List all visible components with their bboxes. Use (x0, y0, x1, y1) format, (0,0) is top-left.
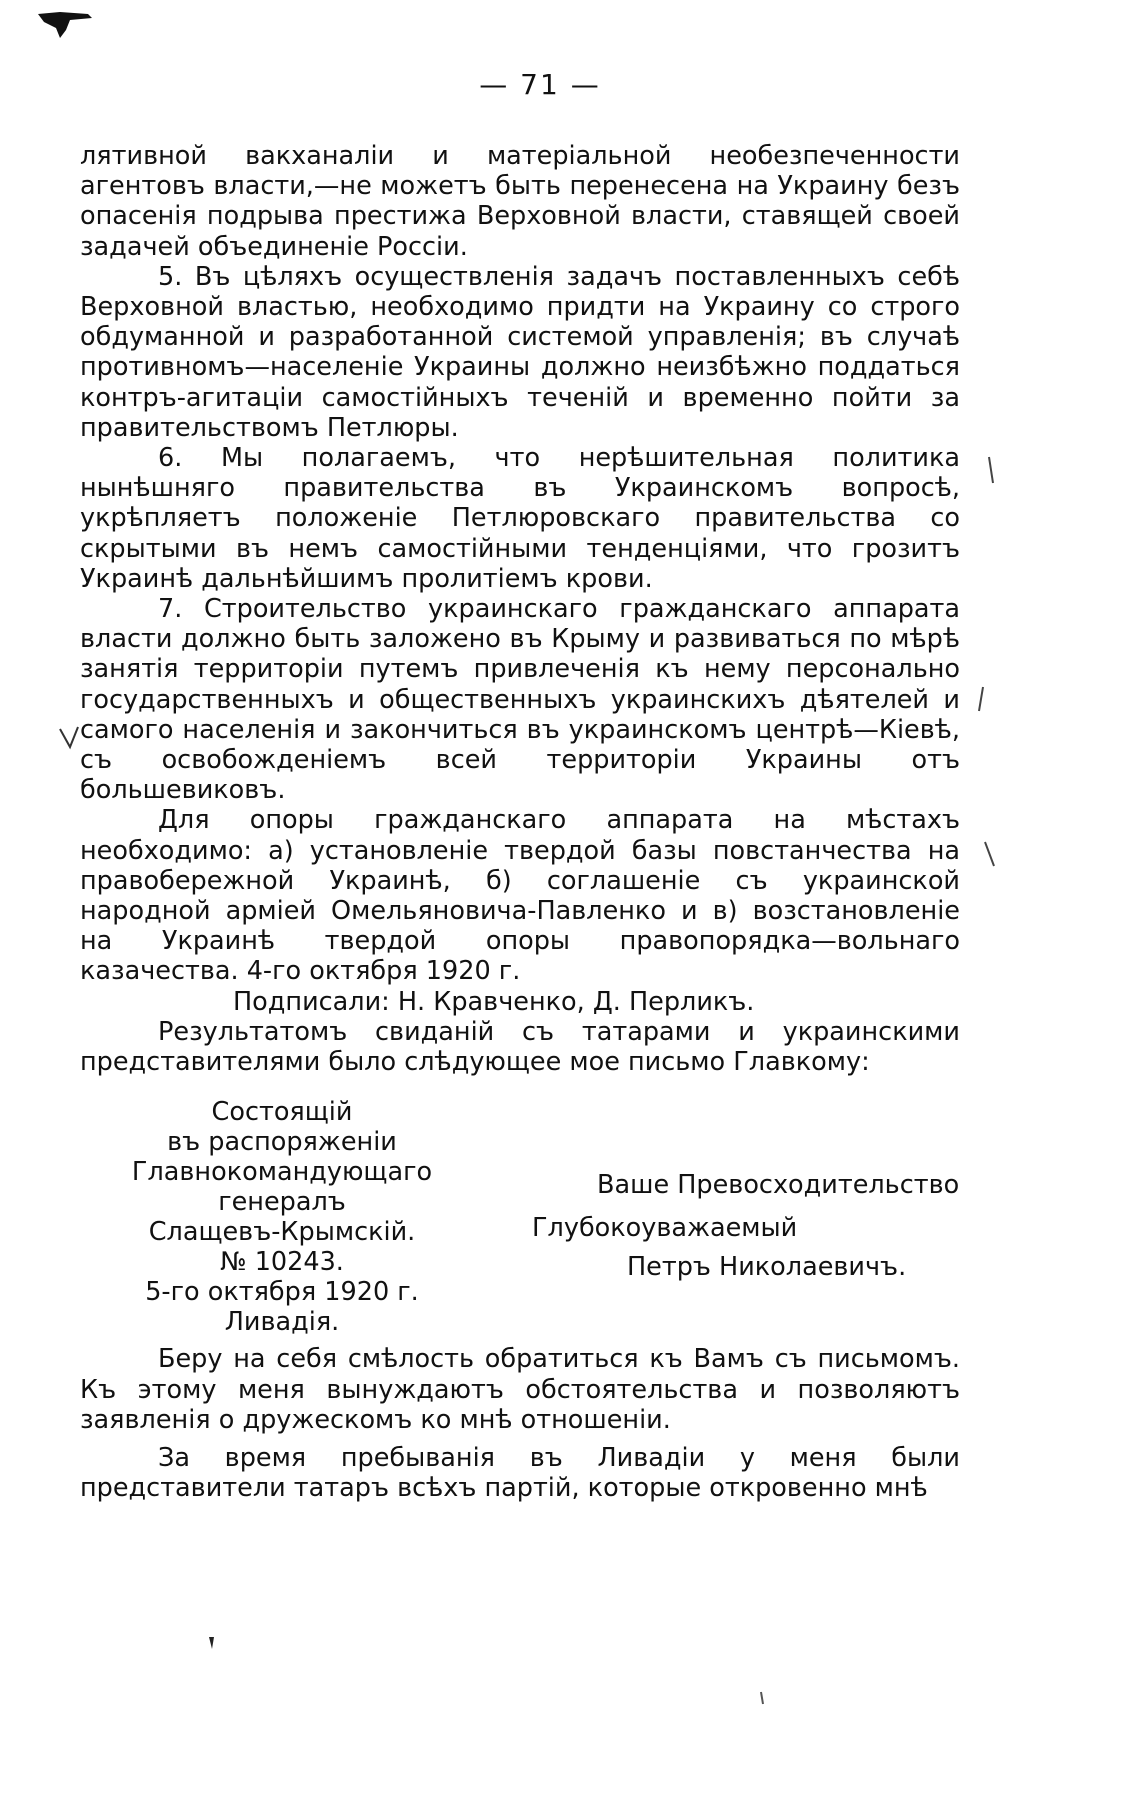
ink-dot-mark (758, 1690, 766, 1706)
margin-tick-mark (985, 455, 997, 485)
paragraph-support: Для опоры гражданскаго аппарата на мѣстахъ необходимо: а) установленіе твердой базы повстанчества на правобережной Украинѣ, б) соглашеніе съ украинской народной арміей Омельяновича-Павленко и в) возстановленіе на Украинѣ твердой опоры правопорядка—вольнаго казачества. 4-го октября 1920 г. (80, 805, 960, 987)
sender-line: 5-го октября 1920 г. (145, 1277, 419, 1307)
paragraph-result: Результатомъ свиданій съ татарами и украинскими представителями было слѣдующее мое письмо Главкому: (80, 1016, 960, 1078)
paragraph-point-5: 5. Въ цѣляхъ осуществленія задачъ поставленныхъ себѣ Верховной властью, необходимо придти на Украину со строго обдуманной и разработанной системой управленія; въ случаѣ противномъ—населеніе Украины должно неизбѣжно поддаться контръ-агитаціи самостійныхъ теченій и временно пойти за правительствомъ Петлюры. (80, 261, 960, 443)
sender-line: № 10243. (220, 1247, 344, 1277)
sender-line: въ распоряженіи (167, 1127, 397, 1157)
sender-line: Слащевъ-Крымскій. (148, 1217, 416, 1247)
signatories-line: Подписали: Н. Кравченко, Д. Перликъ. (233, 986, 755, 1017)
margin-tick-mark (975, 685, 987, 715)
letter-header (80, 1097, 960, 1337)
salutation-line: Петръ Николаевичъ. (627, 1252, 907, 1282)
letter-sender-block (112, 1097, 452, 1337)
sender-line: генералъ (218, 1187, 346, 1217)
letter-salutation (450, 1170, 960, 1282)
margin-tick-mark (982, 840, 998, 870)
salutation-line: Глубокоуважаемый (532, 1213, 798, 1243)
paragraph-point-7: 7. Строительство украинскаго гражданскаго аппарата власти должно быть заложено въ Крыму и развиваться по мѣрѣ занятія территоріи путемъ привлеченія къ нему персонально государственныхъ и общественныхъ украинскихъ дѣятелей и самого населенія и закончиться въ украинскомъ центрѣ—Кіевѣ, съ освобожденіемъ всей территоріи Украины отъ большевиковъ. (80, 594, 960, 806)
paragraph-point-6: 6. Мы полагаемъ, что нерѣшительная политика нынѣшняго правительства въ Украинскомъ вопросѣ, укрѣпляетъ положеніе Петлюровскаго правительства со скрытыми въ немъ самостійными тенденціями, что грозитъ Украинѣ дальнѣйшимъ пролитіемъ крови. (80, 443, 960, 594)
sender-line: Состоящій (211, 1097, 353, 1127)
letter-paragraph: Беру на себя смѣлость обратиться къ Вамъ съ письмомъ. Къ этому меня вынуждаютъ обстоятельства и позволяютъ заявленія о дружескомъ ко мнѣ отношеніи. (80, 1344, 960, 1435)
sender-line: Ливадія. (224, 1307, 340, 1337)
salutation-line: Ваше Превосходительство (597, 1170, 960, 1200)
main-text (80, 141, 960, 1077)
sender-line: Главнокомандующаго (131, 1157, 433, 1187)
letter-paragraph: За время пребыванія въ Ливадіи у меня были представители татаръ всѣхъ партій, которые откровенно мнѣ (80, 1442, 960, 1503)
ink-blot-mark (30, 8, 110, 48)
ink-dot-mark (206, 1635, 218, 1651)
paragraph-continuation: лятивной вакханаліи и матеріальной необезпеченности агентовъ власти,—не можетъ быть перенесена на Украину безъ опасенія подрыва престижа Верховной власти, ставящей своей задачей объединеніе Россіи. (80, 141, 960, 262)
letter-body (80, 1344, 960, 1504)
page-number: — 71 — (479, 68, 601, 101)
margin-check-mark (58, 725, 82, 751)
